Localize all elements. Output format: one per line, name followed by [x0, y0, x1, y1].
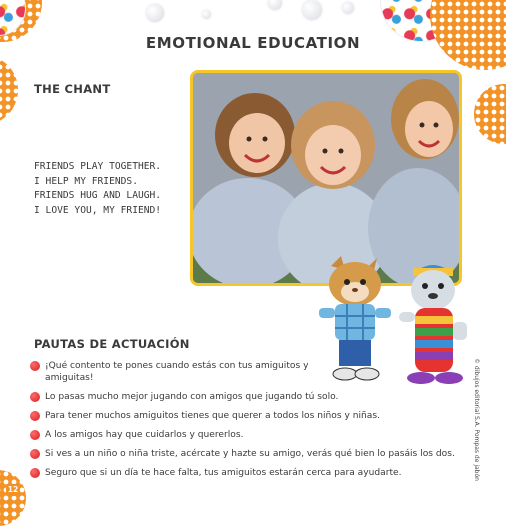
guidelines-heading: PAUTAS DE ACTUACIÓN [34, 337, 190, 351]
list-item [30, 448, 470, 460]
page-number: 12 [7, 485, 19, 494]
chant-text [34, 160, 194, 218]
guidelines-list [30, 360, 470, 486]
soap-bubble [302, 0, 322, 20]
corner-dots-bottom-left [0, 470, 26, 526]
guideline-text: ¡Qué contento te pones cuando estás con tus amiguitos y amiguitas! [45, 361, 309, 383]
bullet-icon [30, 449, 40, 459]
list-item [30, 410, 470, 422]
bullet-icon [30, 392, 40, 402]
copyright-notice: © dibujos editorial S.A. Pompas de jabón [473, 358, 480, 481]
bullet-icon [30, 468, 40, 478]
soap-bubble [202, 10, 211, 19]
guideline-text: Si ves a un niño o niña triste, acércate y hazte su amigo, verás qué bien lo pasáis los dos. [45, 449, 455, 459]
chant-line: FRIENDS PLAY TOGETHER. [34, 161, 162, 172]
soap-bubble [146, 4, 164, 22]
page-title: EMOTIONAL EDUCATION [145, 34, 361, 52]
soap-bubble [268, 0, 282, 10]
list-item [30, 360, 330, 384]
chant-line: I LOVE YOU, MY FRIEND! [34, 204, 162, 216]
guideline-text: Seguro que si un día te hace falta, tus amiguitos estarán cerca para ayudarte. [45, 468, 402, 478]
list-item [30, 391, 470, 403]
children-photo [190, 70, 462, 286]
list-item [30, 429, 470, 441]
soap-bubble [342, 2, 354, 14]
chant-heading: THE CHANT [34, 82, 111, 96]
list-item [30, 467, 470, 479]
bullet-icon [30, 430, 40, 440]
corner-dots-left [0, 55, 18, 125]
guideline-text: Lo pasas mucho mejor jugando con amigos que jugando tú solo. [45, 392, 339, 402]
guideline-text: Para tener muchos amiguitos tienes que querer a todos los niños y niñas. [45, 411, 380, 421]
corner-dots-right [474, 84, 506, 144]
children-photo-illustration [193, 73, 459, 283]
chant-line: I HELP MY FRIENDS. [34, 175, 138, 187]
guideline-text: A los amigos hay que cuidarlos y quererlos. [45, 430, 244, 440]
bullet-icon [30, 361, 40, 371]
bullet-icon [30, 411, 40, 421]
chant-line: FRIENDS HUG AND LAUGH. [34, 190, 162, 201]
